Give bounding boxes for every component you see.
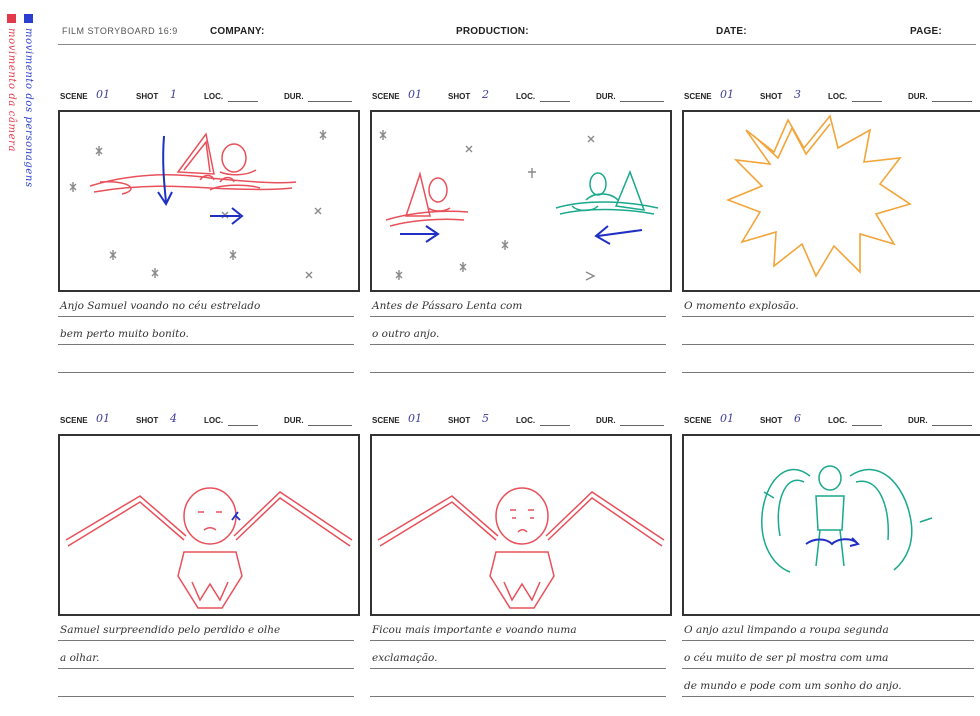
scene-number: 01 xyxy=(408,88,422,101)
caption-rule xyxy=(682,696,974,697)
sketch-blue-angel xyxy=(684,436,978,614)
dur-blank xyxy=(620,101,664,102)
caption-line-1: O momento explosão. xyxy=(684,300,799,312)
scene-label: SCENE xyxy=(60,416,88,425)
sketch-flying-angel xyxy=(60,112,358,290)
storyboard-header xyxy=(0,0,980,60)
scene-label: SCENE xyxy=(684,416,712,425)
panel-frame xyxy=(682,110,980,292)
caption-line-2: o outro anjo. xyxy=(372,328,440,340)
dur-label: DUR. xyxy=(284,92,304,101)
scene-label: SCENE xyxy=(60,92,88,101)
scene-label: SCENE xyxy=(684,92,712,101)
shot-label: SHOT xyxy=(448,92,471,101)
caption-rule xyxy=(682,344,974,345)
loc-label: LOC. xyxy=(828,92,848,101)
caption-line-2: o céu muito de ser pl mostra com uma xyxy=(684,652,889,664)
loc-label: LOC. xyxy=(516,92,536,101)
blue-swatch xyxy=(24,14,33,23)
caption-rule xyxy=(58,640,354,641)
panel-frame xyxy=(370,434,672,616)
loc-blank xyxy=(540,101,570,102)
dur-blank xyxy=(620,425,664,426)
scene-number: 01 xyxy=(96,88,110,101)
shot-number: 3 xyxy=(794,88,801,101)
shot-number: 1 xyxy=(170,88,177,101)
dur-label: DUR. xyxy=(596,416,616,425)
sheet-title: FILM STORYBOARD 16:9 xyxy=(62,26,178,36)
loc-label: LOC. xyxy=(204,416,224,425)
scene-label: SCENE xyxy=(372,92,400,101)
caption-rule xyxy=(58,372,354,373)
shot-number: 4 xyxy=(170,412,177,425)
caption-rule xyxy=(682,668,974,669)
panel-meta xyxy=(370,412,672,430)
loc-blank xyxy=(540,425,570,426)
caption-line-1: Ficou mais importante e voando numa xyxy=(372,624,577,636)
caption-line-3: de mundo e pode com um sonho do anjo. xyxy=(684,680,902,692)
loc-blank xyxy=(852,425,882,426)
caption-rule xyxy=(58,696,354,697)
caption-rule xyxy=(370,372,666,373)
panel-frame xyxy=(58,434,360,616)
header-rule xyxy=(58,44,976,45)
loc-blank xyxy=(852,101,882,102)
shot-label: SHOT xyxy=(136,92,159,101)
sketch-two-angels xyxy=(372,112,670,290)
red-swatch xyxy=(7,14,16,23)
caption-rule xyxy=(370,640,666,641)
legend-camera-text: movimento da câmera xyxy=(6,28,17,153)
caption-line-1: O anjo azul limpando a roupa segunda xyxy=(684,624,889,636)
caption-line-2: exclamação. xyxy=(372,652,438,664)
caption-rule xyxy=(682,640,974,641)
caption-rule xyxy=(682,372,974,373)
caption-rule xyxy=(370,696,666,697)
scene-number: 01 xyxy=(96,412,110,425)
legend-character-text: movimento dos personagens xyxy=(23,28,34,188)
shot-number: 2 xyxy=(482,88,489,101)
caption-rule xyxy=(58,668,354,669)
shot-label: SHOT xyxy=(136,416,159,425)
dur-label: DUR. xyxy=(284,416,304,425)
caption-rule xyxy=(370,668,666,669)
dur-blank xyxy=(932,425,972,426)
panel-frame xyxy=(370,110,672,292)
dur-blank xyxy=(932,101,972,102)
dur-blank xyxy=(308,101,352,102)
panel-meta xyxy=(682,88,980,106)
dur-blank xyxy=(308,425,352,426)
color-legend xyxy=(4,12,48,312)
caption-rule xyxy=(370,344,666,345)
loc-blank xyxy=(228,101,258,102)
panel-meta xyxy=(58,412,360,430)
panel-meta xyxy=(58,88,360,106)
loc-label: LOC. xyxy=(516,416,536,425)
sketch-angel-exclaiming xyxy=(372,436,670,614)
dur-label: DUR. xyxy=(908,416,928,425)
production-label: PRODUCTION: xyxy=(456,26,529,37)
loc-label: LOC. xyxy=(828,416,848,425)
panel-meta xyxy=(682,412,980,430)
scene-number: 01 xyxy=(720,412,734,425)
caption-rule xyxy=(58,316,354,317)
loc-label: LOC. xyxy=(204,92,224,101)
scene-number: 01 xyxy=(720,88,734,101)
panel-meta xyxy=(370,88,672,106)
sketch-explosion xyxy=(684,112,978,290)
scene-number: 01 xyxy=(408,412,422,425)
shot-label: SHOT xyxy=(760,416,783,425)
shot-number: 6 xyxy=(794,412,801,425)
caption-rule xyxy=(370,316,666,317)
sketch-surprised-angel xyxy=(60,436,358,614)
caption-rule xyxy=(682,316,974,317)
caption-line-1: Anjo Samuel voando no céu estrelado xyxy=(60,300,261,312)
dur-label: DUR. xyxy=(908,92,928,101)
shot-label: SHOT xyxy=(448,416,471,425)
caption-line-1: Antes de Pássaro Lenta com xyxy=(372,300,523,312)
caption-line-1: Samuel surpreendido pelo perdido e olhe xyxy=(60,624,281,636)
dur-label: DUR. xyxy=(596,92,616,101)
panel-frame xyxy=(682,434,980,616)
date-label: DATE: xyxy=(716,26,747,37)
panel-frame xyxy=(58,110,360,292)
loc-blank xyxy=(228,425,258,426)
caption-line-2: a olhar. xyxy=(60,652,100,664)
caption-line-2: bem perto muito bonito. xyxy=(60,328,189,340)
page-label: PAGE: xyxy=(910,26,942,37)
shot-number: 5 xyxy=(482,412,489,425)
scene-label: SCENE xyxy=(372,416,400,425)
shot-label: SHOT xyxy=(760,92,783,101)
company-label: COMPANY: xyxy=(210,26,265,37)
caption-rule xyxy=(58,344,354,345)
